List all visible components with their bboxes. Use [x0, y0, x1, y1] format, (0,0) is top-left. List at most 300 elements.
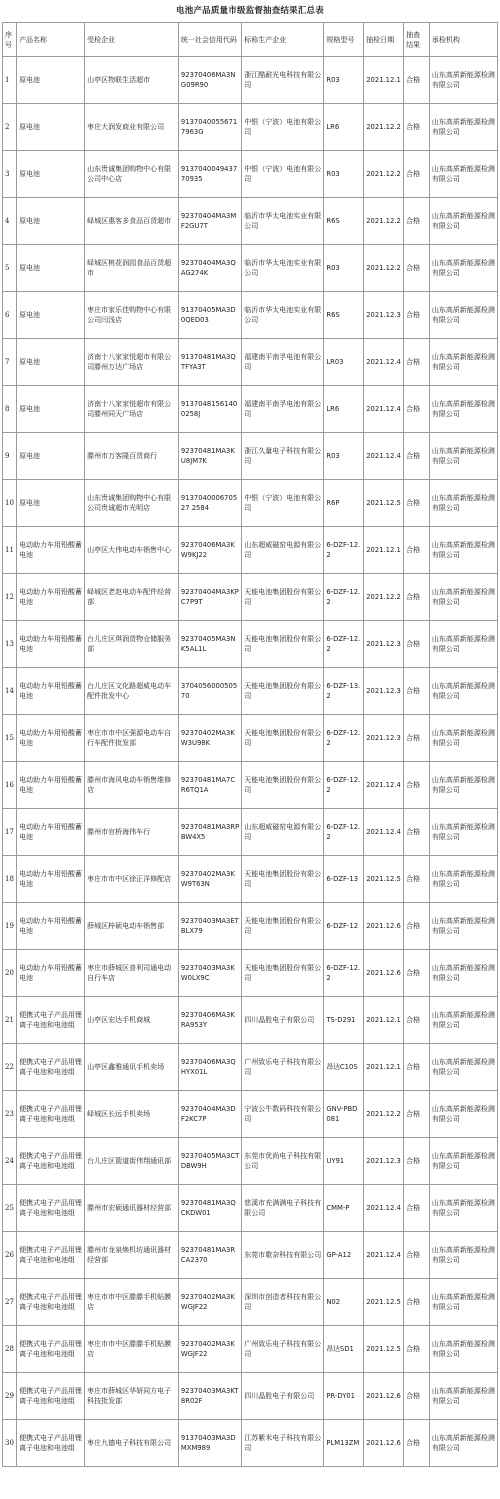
- cell-product: 便携式电子产品用锂离子电池和电池组: [17, 997, 85, 1044]
- table-header-row: [3, 23, 498, 57]
- cell-result: 合格: [404, 574, 430, 621]
- cell-result: 合格: [404, 1091, 430, 1138]
- cell-manufacturer: 东莞市歌奈科技有限公司: [242, 1232, 324, 1279]
- cell-result: 合格: [404, 903, 430, 950]
- table-row: [3, 480, 498, 527]
- cell-enterprise: 枣庄市市中区滕滕手机贴膜店: [85, 1279, 179, 1326]
- table-row: [3, 668, 498, 715]
- cell-no: 5: [3, 245, 17, 292]
- cell-org: 山东高质新能源检测有限公司: [429, 1091, 497, 1138]
- cell-result: 合格: [404, 1044, 430, 1091]
- cell-code: 92370403MA3ETBLX79: [178, 903, 241, 950]
- cell-no: 17: [3, 809, 17, 856]
- header-date: 抽检日期: [364, 23, 404, 57]
- cell-result: 合格: [404, 292, 430, 339]
- cell-product: 原电池: [17, 339, 85, 386]
- cell-org: 山东高质新能源检测有限公司: [429, 1373, 497, 1420]
- cell-result: 合格: [404, 339, 430, 386]
- cell-code: 92370481MA7CR6TQ1A: [178, 762, 241, 809]
- cell-spec: 6-DZF-12.2: [324, 809, 364, 856]
- cell-enterprise: 枣庄大润发商业有限公司: [85, 104, 179, 151]
- cell-spec: LR6: [324, 104, 364, 151]
- cell-org: 山东高质新能源检测有限公司: [429, 903, 497, 950]
- cell-no: 6: [3, 292, 17, 339]
- cell-org: 山东高质新能源检测有限公司: [429, 480, 497, 527]
- cell-org: 山东高质新能源检测有限公司: [429, 245, 497, 292]
- table-row: [3, 1091, 498, 1138]
- cell-date: 2021.12.5: [364, 1326, 404, 1373]
- cell-manufacturer: 山东超威磁窑电源有限公司: [242, 809, 324, 856]
- table-row: [3, 856, 498, 903]
- cell-spec: 6-DZF-12.2: [324, 715, 364, 762]
- cell-code: 92370406MA3KRA953Y: [178, 997, 241, 1044]
- cell-enterprise: 滕州市龙泉焕机坊通讯器材经营部: [85, 1232, 179, 1279]
- cell-result: 合格: [404, 950, 430, 997]
- cell-spec: 6-DZF-12.2: [324, 527, 364, 574]
- cell-manufacturer: 广州致乐电子科技有限公司: [242, 1326, 324, 1373]
- table-row: [3, 1138, 498, 1185]
- cell-enterprise: 济南十八家家悦超市有限公司滕州同天广场店: [85, 386, 179, 433]
- cell-spec: 6-DZF-12.2: [324, 950, 364, 997]
- cell-date: 2021.12.4: [364, 386, 404, 433]
- cell-code: 92370402MA3KWGJF22: [178, 1279, 241, 1326]
- cell-code: 92370405MA3CTDBW9H: [178, 1138, 241, 1185]
- cell-no: 4: [3, 198, 17, 245]
- cell-enterprise: 枣庄市市中区强源电动车自行车配件批发部: [85, 715, 179, 762]
- cell-code: 92370404MA3KPC7P9T: [178, 574, 241, 621]
- cell-date: 2021.12.5: [364, 856, 404, 903]
- cell-no: 29: [3, 1373, 17, 1420]
- document-title: 电池产品质量市级监督抽查结果汇总表: [176, 6, 324, 16]
- cell-code: 92370402MA3KW3U98K: [178, 715, 241, 762]
- cell-org: 山东高质新能源检测有限公司: [429, 198, 497, 245]
- cell-org: 山东高质新能源检测有限公司: [429, 950, 497, 997]
- cell-no: 24: [3, 1138, 17, 1185]
- cell-no: 28: [3, 1326, 17, 1373]
- cell-result: 合格: [404, 104, 430, 151]
- cell-code: 92370481MA3RCA2370: [178, 1232, 241, 1279]
- table-row: [3, 574, 498, 621]
- cell-product: 便携式电子产品用锂离子电池和电池组: [17, 1326, 85, 1373]
- cell-result: 合格: [404, 386, 430, 433]
- cell-org: 山东高质新能源检测有限公司: [429, 997, 497, 1044]
- cell-code: 913704004943770935: [178, 151, 241, 198]
- cell-code: 91370400556717963G: [178, 104, 241, 151]
- cell-org: 山东高质新能源检测有限公司: [429, 856, 497, 903]
- cell-manufacturer: 东莞市优尚电子科技有限公司: [242, 1138, 324, 1185]
- table-row: [3, 621, 498, 668]
- cell-org: 山东高质新能源检测有限公司: [429, 151, 497, 198]
- cell-enterprise: 台儿庄区琪润货物仓储服务部: [85, 621, 179, 668]
- table-row: [3, 950, 498, 997]
- cell-spec: 6-DZF-12.2: [324, 574, 364, 621]
- cell-date: 2021.12.4: [364, 433, 404, 480]
- header-manufacturer: 标称生产企业: [242, 23, 324, 57]
- table-row: [3, 1373, 498, 1420]
- cell-product: 原电池: [17, 480, 85, 527]
- cell-enterprise: 枣庄市薛城区普利司通电动自行车店: [85, 950, 179, 997]
- cell-spec: 6-DZF-12: [324, 903, 364, 950]
- table-row: [3, 997, 498, 1044]
- cell-result: 合格: [404, 245, 430, 292]
- cell-manufacturer: 福建南平南孚电池有限公司: [242, 339, 324, 386]
- cell-date: 2021.12.1: [364, 527, 404, 574]
- cell-enterprise: 枣庄市家乐佳购物中心有限公司闫浅店: [85, 292, 179, 339]
- header-code: 统一社会信用代码: [178, 23, 241, 57]
- cell-org: 山东高质新能源检测有限公司: [429, 1185, 497, 1232]
- cell-date: 2021.12.5: [364, 1279, 404, 1326]
- header-spec: 规格型号: [324, 23, 364, 57]
- cell-org: 山东高质新能源检测有限公司: [429, 1420, 497, 1467]
- table-row: [3, 809, 498, 856]
- cell-date: 2021.12.3: [364, 621, 404, 668]
- cell-no: 23: [3, 1091, 17, 1138]
- cell-product: 电动助力车用铅酸蓄电池: [17, 574, 85, 621]
- cell-date: 2021.12.1: [364, 1044, 404, 1091]
- cell-product: 便携式电子产品用锂离子电池和电池组: [17, 1185, 85, 1232]
- cell-spec: R6S: [324, 198, 364, 245]
- cell-org: 山东高质新能源检测有限公司: [429, 57, 497, 104]
- cell-enterprise: 峄城区老赵电动车配件经营部: [85, 574, 179, 621]
- cell-org: 山东高质新能源检测有限公司: [429, 386, 497, 433]
- cell-spec: 6-DZF-12.2: [324, 621, 364, 668]
- cell-no: 22: [3, 1044, 17, 1091]
- cell-code: 92370404MA3QAG274K: [178, 245, 241, 292]
- cell-result: 合格: [404, 480, 430, 527]
- cell-result: 合格: [404, 433, 430, 480]
- cell-result: 合格: [404, 668, 430, 715]
- cell-no: 20: [3, 950, 17, 997]
- cell-no: 19: [3, 903, 17, 950]
- cell-manufacturer: 广州致乐电子科技有限公司: [242, 1044, 324, 1091]
- cell-spec: R03: [324, 151, 364, 198]
- table-row: [3, 762, 498, 809]
- cell-product: 便携式电子产品用锂离子电池和电池组: [17, 1373, 85, 1420]
- cell-enterprise: 枣庄九德电子科技有限公司: [85, 1420, 179, 1467]
- cell-result: 合格: [404, 198, 430, 245]
- table-row: [3, 386, 498, 433]
- cell-manufacturer: 中银（宁波）电池有限公司: [242, 480, 324, 527]
- cell-manufacturer: 天能电池集团股份有限公司: [242, 715, 324, 762]
- cell-code: 92370404MA3MF2GU7T: [178, 198, 241, 245]
- header-product: 产品名称: [17, 23, 85, 57]
- cell-product: 便携式电子产品用锂离子电池和电池组: [17, 1232, 85, 1279]
- cell-product: 电动助力车用铅酸蓄电池: [17, 715, 85, 762]
- cell-code: 92370406MA3QHYX01L: [178, 1044, 241, 1091]
- cell-product: 电动助力车用铅酸蓄电池: [17, 527, 85, 574]
- cell-spec: 6-DZF-13: [324, 856, 364, 903]
- cell-date: 2021.12.5: [364, 480, 404, 527]
- cell-code: 913704000670527 2584: [178, 480, 241, 527]
- cell-manufacturer: 四川晶胜电子有限公司: [242, 997, 324, 1044]
- table-row: [3, 903, 498, 950]
- cell-org: 山东高质新能源检测有限公司: [429, 621, 497, 668]
- cell-result: 合格: [404, 1138, 430, 1185]
- header-result: 抽查结果: [404, 23, 430, 57]
- cell-result: 合格: [404, 762, 430, 809]
- table-body: [3, 57, 498, 1467]
- cell-result: 合格: [404, 621, 430, 668]
- cell-product: 电动助力车用铅酸蓄电池: [17, 621, 85, 668]
- cell-result: 合格: [404, 809, 430, 856]
- table-row: [3, 527, 498, 574]
- cell-product: 原电池: [17, 104, 85, 151]
- cell-manufacturer: 宁波公牛数码科技有限公司: [242, 1091, 324, 1138]
- cell-org: 山东高质新能源检测有限公司: [429, 1138, 497, 1185]
- cell-manufacturer: 浙江久量电子科技有限公司: [242, 433, 324, 480]
- table-row: [3, 1044, 498, 1091]
- cell-enterprise: 山亭区宏达手机商城: [85, 997, 179, 1044]
- cell-manufacturer: 山东超威磁窑电源有限公司: [242, 527, 324, 574]
- cell-manufacturer: 临沂市华太电池实业有限公司: [242, 245, 324, 292]
- cell-manufacturer: 江苏紫米电子科技有限公司: [242, 1420, 324, 1467]
- cell-product: 电动助力车用铅酸蓄电池: [17, 762, 85, 809]
- cell-date: 2021.12.2: [364, 104, 404, 151]
- cell-spec: 昂达C10S: [324, 1044, 364, 1091]
- cell-product: 原电池: [17, 386, 85, 433]
- cell-code: 92370403MA3KT8R02F: [178, 1373, 241, 1420]
- cell-manufacturer: 临沂市华太电池实业有限公司: [242, 198, 324, 245]
- cell-code: 92370406MA3NG09R90: [178, 57, 241, 104]
- cell-date: 2021.12.2: [364, 574, 404, 621]
- cell-enterprise: 滕州市万客隆百货商行: [85, 433, 179, 480]
- cell-result: 合格: [404, 997, 430, 1044]
- cell-enterprise: 台儿庄区文化路超威电动车配件批发中心: [85, 668, 179, 715]
- cell-spec: R6P: [324, 480, 364, 527]
- cell-product: 原电池: [17, 151, 85, 198]
- cell-date: 2021.12.6: [364, 1420, 404, 1467]
- header-no: 序号: [3, 23, 17, 57]
- cell-spec: 6-DZF-12.2: [324, 762, 364, 809]
- cell-manufacturer: 天能电池集团股份有限公司: [242, 762, 324, 809]
- table-row: [3, 292, 498, 339]
- cell-result: 合格: [404, 151, 430, 198]
- cell-product: 电动助力车用铅酸蓄电池: [17, 809, 85, 856]
- cell-manufacturer: 福建南平南孚电池有限公司: [242, 386, 324, 433]
- cell-product: 电动助力车用铅酸蓄电池: [17, 668, 85, 715]
- cell-no: 3: [3, 151, 17, 198]
- cell-org: 山东高质新能源检测有限公司: [429, 527, 497, 574]
- cell-enterprise: 薛城区梓硕电动车销售部: [85, 903, 179, 950]
- cell-result: 合格: [404, 856, 430, 903]
- cell-result: 合格: [404, 57, 430, 104]
- cell-no: 16: [3, 762, 17, 809]
- header-enterprise: 受检企业: [85, 23, 179, 57]
- cell-org: 山东高质新能源检测有限公司: [429, 668, 497, 715]
- results-table: [2, 22, 498, 1467]
- cell-enterprise: 枣庄市市中区滕滕手机贴膜店: [85, 1326, 179, 1373]
- cell-spec: PR-DY01: [324, 1373, 364, 1420]
- cell-no: 30: [3, 1420, 17, 1467]
- cell-enterprise: 峄城区桃花润园食品百货超市: [85, 245, 179, 292]
- table-row: [3, 715, 498, 762]
- cell-code: 92370405MA3NK5AL1L: [178, 621, 241, 668]
- cell-product: 原电池: [17, 57, 85, 104]
- cell-org: 山东高质新能源检测有限公司: [429, 1044, 497, 1091]
- cell-spec: 6-DZF-13.2: [324, 668, 364, 715]
- cell-date: 2021.12.3: [364, 1138, 404, 1185]
- cell-manufacturer: 慈溪市充满满电子科技有限公司: [242, 1185, 324, 1232]
- cell-org: 山东高质新能源检测有限公司: [429, 433, 497, 480]
- cell-result: 合格: [404, 715, 430, 762]
- cell-code: 92370404MA3DF2KC7P: [178, 1091, 241, 1138]
- cell-manufacturer: 深圳市创造者科技有限公司: [242, 1279, 324, 1326]
- cell-enterprise: 峄城区惠客多食品百货超市: [85, 198, 179, 245]
- cell-date: 2021.12.6: [364, 1373, 404, 1420]
- cell-product: 原电池: [17, 292, 85, 339]
- cell-result: 合格: [404, 527, 430, 574]
- cell-no: 8: [3, 386, 17, 433]
- cell-date: 2021.12.2: [364, 245, 404, 292]
- table-row: [3, 339, 498, 386]
- cell-spec: CMM-P: [324, 1185, 364, 1232]
- cell-date: 2021.12.2: [364, 151, 404, 198]
- cell-manufacturer: 临沂市华太电池实业有限公司: [242, 292, 324, 339]
- cell-spec: R6S: [324, 292, 364, 339]
- cell-spec: GNV-PBD081: [324, 1091, 364, 1138]
- cell-org: 山东高质新能源检测有限公司: [429, 339, 497, 386]
- cell-org: 山东高质新能源检测有限公司: [429, 1232, 497, 1279]
- cell-date: 2021.12.3: [364, 715, 404, 762]
- cell-product: 原电池: [17, 198, 85, 245]
- table-row: [3, 1279, 498, 1326]
- cell-no: 13: [3, 621, 17, 668]
- cell-manufacturer: 四川晶胜电子有限公司: [242, 1373, 324, 1420]
- cell-enterprise: 峄城区长远手机卖场: [85, 1091, 179, 1138]
- header-org: 承检机构: [429, 23, 497, 57]
- cell-product: 电动助力车用铅酸蓄电池: [17, 856, 85, 903]
- cell-date: 2021.12.3: [364, 292, 404, 339]
- cell-result: 合格: [404, 1326, 430, 1373]
- cell-product: 原电池: [17, 245, 85, 292]
- cell-result: 合格: [404, 1373, 430, 1420]
- cell-product: 电动助力车用铅酸蓄电池: [17, 950, 85, 997]
- cell-no: 26: [3, 1232, 17, 1279]
- cell-spec: GP-A12: [324, 1232, 364, 1279]
- cell-spec: LR03: [324, 339, 364, 386]
- cell-code: 91370405MA3D0QED03: [178, 292, 241, 339]
- cell-date: 2021.12.2: [364, 1091, 404, 1138]
- cell-date: 2021.12.1: [364, 997, 404, 1044]
- cell-spec: N02: [324, 1279, 364, 1326]
- cell-manufacturer: 天能电池集团股份有限公司: [242, 856, 324, 903]
- cell-org: 山东高质新能源检测有限公司: [429, 1279, 497, 1326]
- cell-product: 便携式电子产品用锂离子电池和电池组: [17, 1091, 85, 1138]
- cell-no: 10: [3, 480, 17, 527]
- cell-no: 2: [3, 104, 17, 151]
- cell-result: 合格: [404, 1185, 430, 1232]
- cell-code: 91370481561400258J: [178, 386, 241, 433]
- cell-no: 11: [3, 527, 17, 574]
- cell-enterprise: 山亭区鑫雅通讯手机卖场: [85, 1044, 179, 1091]
- cell-code: 92370481MA3KU8JM7K: [178, 433, 241, 480]
- cell-no: 25: [3, 1185, 17, 1232]
- cell-enterprise: 山东贵诚集团购物中心有限公司贵诚超市光明店: [85, 480, 179, 527]
- cell-no: 12: [3, 574, 17, 621]
- table-row: [3, 1185, 498, 1232]
- table-row: [3, 57, 498, 104]
- cell-org: 山东高质新能源检测有限公司: [429, 104, 497, 151]
- cell-result: 合格: [404, 1232, 430, 1279]
- cell-result: 合格: [404, 1279, 430, 1326]
- cell-code: 92370406MA3KW9KJ22: [178, 527, 241, 574]
- cell-product: 便携式电子产品用锂离子电池和电池组: [17, 1044, 85, 1091]
- cell-no: 18: [3, 856, 17, 903]
- table-row: [3, 1326, 498, 1373]
- cell-org: 山东高质新能源检测有限公司: [429, 762, 497, 809]
- cell-date: 2021.12.2: [364, 198, 404, 245]
- cell-date: 2021.12.4: [364, 339, 404, 386]
- cell-date: 2021.12.6: [364, 903, 404, 950]
- cell-code: 370405600050570: [178, 668, 241, 715]
- cell-no: 15: [3, 715, 17, 762]
- cell-spec: R03: [324, 57, 364, 104]
- cell-enterprise: 枣庄市薛城区华妍同方电子科技批发部: [85, 1373, 179, 1420]
- cell-manufacturer: 中银（宁波）电池有限公司: [242, 151, 324, 198]
- cell-enterprise: 山亭区大伟电动车销售中心: [85, 527, 179, 574]
- cell-no: 21: [3, 997, 17, 1044]
- cell-org: 山东高质新能源检测有限公司: [429, 292, 497, 339]
- cell-spec: R03: [324, 433, 364, 480]
- cell-code: 91370403MA3DMXM989: [178, 1420, 241, 1467]
- cell-enterprise: 台儿庄区箭道街伟翔通讯部: [85, 1138, 179, 1185]
- cell-no: 9: [3, 433, 17, 480]
- cell-org: 山东高质新能源检测有限公司: [429, 1326, 497, 1373]
- cell-manufacturer: 天能电池集团股份有限公司: [242, 950, 324, 997]
- cell-spec: 昂达SD1: [324, 1326, 364, 1373]
- cell-date: 2021.12.1: [364, 57, 404, 104]
- cell-enterprise: 滕州市宏硕通讯器材经营部: [85, 1185, 179, 1232]
- cell-code: 92370481MA3RPBW4X5: [178, 809, 241, 856]
- cell-spec: TS-D291: [324, 997, 364, 1044]
- cell-date: 2021.12.4: [364, 809, 404, 856]
- cell-product: 便携式电子产品用锂离子电池和电池组: [17, 1138, 85, 1185]
- cell-manufacturer: 浙江酷耐光电科技有限公司: [242, 57, 324, 104]
- cell-no: 1: [3, 57, 17, 104]
- cell-manufacturer: 天能电池集团股份有限公司: [242, 903, 324, 950]
- cell-date: 2021.12.4: [364, 1185, 404, 1232]
- table-row: [3, 104, 498, 151]
- cell-no: 7: [3, 339, 17, 386]
- cell-code: 91370481MA3QTFYA3T: [178, 339, 241, 386]
- table-row: [3, 198, 498, 245]
- cell-org: 山东高质新能源检测有限公司: [429, 574, 497, 621]
- cell-org: 山东高质新能源检测有限公司: [429, 715, 497, 762]
- cell-spec: PLM13ZM: [324, 1420, 364, 1467]
- cell-manufacturer: 天能电池集团股份有限公司: [242, 668, 324, 715]
- cell-no: 27: [3, 1279, 17, 1326]
- cell-date: 2021.12.3: [364, 668, 404, 715]
- table-row: [3, 433, 498, 480]
- cell-spec: UY91: [324, 1138, 364, 1185]
- table-row: [3, 1232, 498, 1279]
- cell-result: 合格: [404, 1420, 430, 1467]
- cell-manufacturer: 天能电池集团股份有限公司: [242, 621, 324, 668]
- cell-date: 2021.12.6: [364, 950, 404, 997]
- cell-code: 92370402MA3KWGJF22: [178, 1326, 241, 1373]
- table-row: [3, 151, 498, 198]
- cell-date: 2021.12.4: [364, 762, 404, 809]
- cell-manufacturer: 天能电池集团股份有限公司: [242, 574, 324, 621]
- cell-date: 2021.12.4: [364, 1232, 404, 1279]
- cell-product: 电动助力车用铅酸蓄电池: [17, 903, 85, 950]
- cell-product: 便携式电子产品用锂离子电池和电池组: [17, 1420, 85, 1467]
- cell-code: 92370402MA3KW9T63N: [178, 856, 241, 903]
- cell-code: 92370481MA3QCKDW01: [178, 1185, 241, 1232]
- cell-code: 92370403MA3KW0LX9C: [178, 950, 241, 997]
- cell-product: 原电池: [17, 433, 85, 480]
- cell-no: 14: [3, 668, 17, 715]
